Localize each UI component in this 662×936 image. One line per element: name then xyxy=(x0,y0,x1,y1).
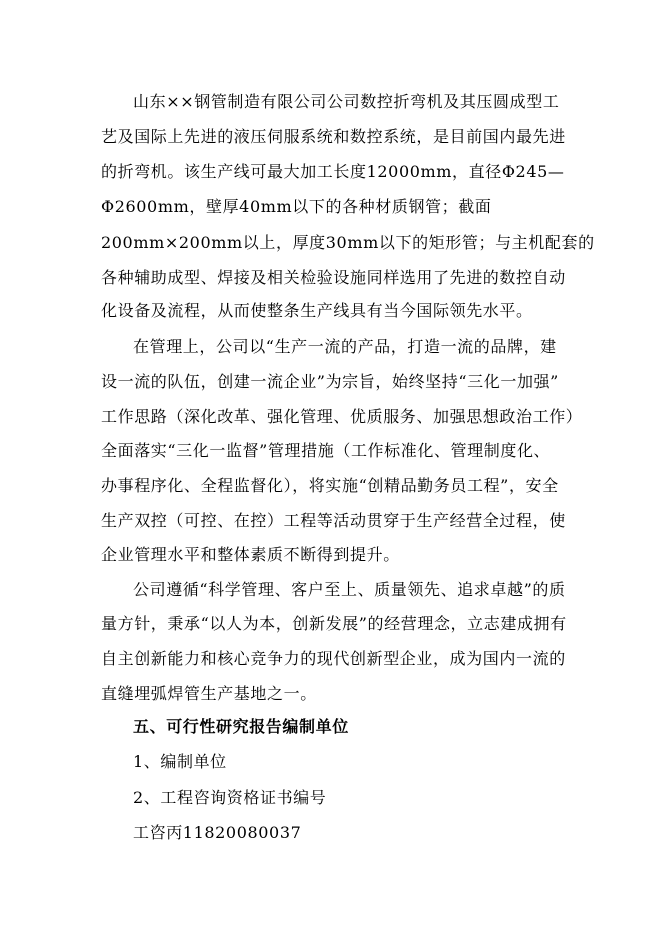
section-heading: 五、可行性研究报告编制单位 xyxy=(133,717,349,736)
paragraph1-line-6: 各种辅助成型、焊接及相关检验设施同样选用了先进的数控自动 xyxy=(101,268,566,287)
paragraph1-line-4: Φ2600mm，壁厚40mm以下的各种材质钢管；截面 xyxy=(101,197,492,216)
paragraph2-line-7: 企业管理水平和整体素质不断得到提升。 xyxy=(101,545,400,564)
paragraph2-line-6: 生产双控（可控、在控）工程等活动贯穿于生产经营全过程，使 xyxy=(101,511,566,530)
paragraph3-line-2: 量方针，秉承“以人为本，创新发展”的经营理念，立志建成拥有 xyxy=(101,614,567,633)
paragraph1-line-3: 的折弯机。该生产线可最大加工长度12000mm，直径Φ245— xyxy=(101,162,565,181)
section-item-2: 2、工程咨询资格证书编号 xyxy=(133,788,327,807)
paragraph3-line-3: 自主创新能力和核心竞争力的现代创新型企业，成为国内一流的 xyxy=(101,649,566,668)
paragraph2-line-1: 在管理上，公司以“生产一流的产品，打造一流的品牌，建 xyxy=(133,337,557,356)
paragraph3-line-1: 公司遵循“科学管理、客户至上、质量领先、追求卓越”的质 xyxy=(133,580,566,599)
paragraph1-line-5: 200mm×200mm以上，厚度30mm以下的矩形管；与主机配套的 xyxy=(101,233,595,252)
paragraph2-line-5: 办事程序化、全程监督化），将实施“创精品勤务员工程”，安全 xyxy=(101,476,559,495)
certificate-number: 工咨丙11820080037 xyxy=(133,823,302,842)
paragraph1-line-1: 山东××钢管制造有限公司公司数控折弯机及其压圆成型工 xyxy=(133,92,560,111)
paragraph2-line-4: 全面落实“三化一监督”管理措施（工作标准化、管理制度化、 xyxy=(101,441,551,460)
paragraph1-line-2: 艺及国际上先进的液压伺服系统和数控系统，是目前国内最先进 xyxy=(101,127,566,146)
paragraph2-line-2: 设一流的队伍，创建一流企业”为宗旨，始终坚持“三化一加强” xyxy=(101,372,559,391)
paragraph2-line-3: 工作思路（深化改革、强化管理、优质服务、加强思想政治工作） xyxy=(101,407,583,426)
paragraph1-line-7: 化设备及流程，从而使整条生产线具有当今国际领先水平。 xyxy=(101,301,533,320)
paragraph3-line-4: 直缝埋弧焊管生产基地之一。 xyxy=(101,684,317,703)
section-item-1: 1、编制单位 xyxy=(133,752,227,771)
